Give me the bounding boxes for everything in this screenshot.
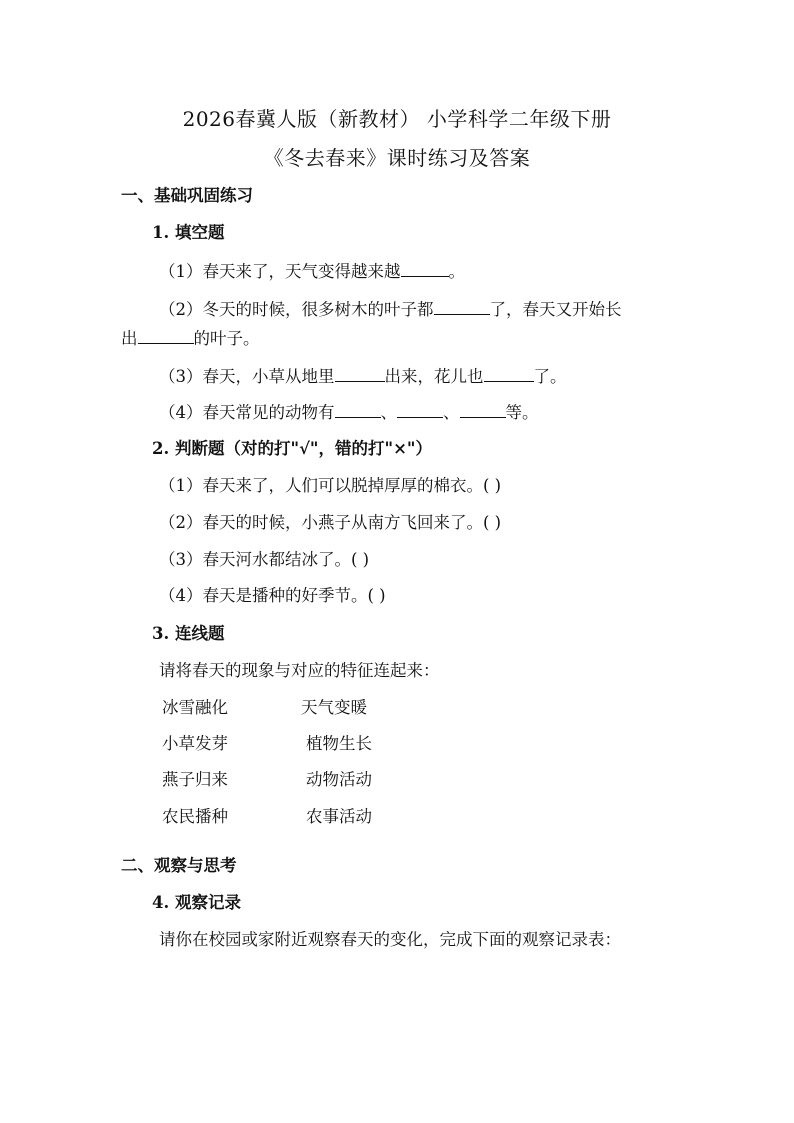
q1-item-3-text-a: （3）春天，小草从地里 xyxy=(159,367,335,386)
q1-item-3-text-c: 了。 xyxy=(533,367,567,386)
match-right-2[interactable]: 植物生长 xyxy=(306,734,372,753)
match-right-4[interactable]: 农事活动 xyxy=(306,807,372,826)
q1-item-2-text-b: 了，春天又开始长 xyxy=(489,300,622,319)
q2-heading: 2. 判断题（对的打"√"，错的打"×"） xyxy=(152,439,433,458)
q3-heading: 3. 连线题 xyxy=(152,624,225,643)
q1-item-4-text-b: 、 xyxy=(380,403,397,422)
doc-title-line2: 《冬去春来》课时练习及答案 xyxy=(263,146,531,170)
fill-blank[interactable] xyxy=(401,259,449,277)
fill-blank[interactable] xyxy=(460,400,506,418)
fill-blank[interactable] xyxy=(397,400,443,418)
q1-item-3 xyxy=(159,364,567,388)
section2-heading: 二、观察与思考 xyxy=(121,856,237,875)
q2-item-1: （1）春天来了，人们可以脱掉厚厚的棉衣。( ) xyxy=(159,476,502,495)
q4-instruction: 请你在校园或家附近观察春天的变化，完成下面的观察记录表： xyxy=(159,930,621,949)
fill-blank[interactable] xyxy=(484,364,534,382)
match-right-3[interactable]: 动物活动 xyxy=(306,770,372,789)
q1-item-2-cont xyxy=(121,326,260,350)
match-left-1[interactable]: 冰雪融化 xyxy=(162,698,228,717)
q1-item-4-text-c: 、 xyxy=(443,403,460,422)
q1-item-1 xyxy=(159,259,465,283)
q1-item-2c-text-b: 的叶子。 xyxy=(193,329,260,348)
q1-item-4-text-a: （4）春天常见的动物有 xyxy=(159,403,335,422)
q1-item-1-text-a: （1）春天来了，天气变得越来越 xyxy=(159,262,401,281)
match-left-3[interactable]: 燕子归来 xyxy=(162,770,228,789)
q2-item-3: （3）春天河水都结冰了。( ) xyxy=(159,550,370,569)
q1-item-3-text-b: 出来，花儿也 xyxy=(384,367,484,386)
match-left-2[interactable]: 小草发芽 xyxy=(162,734,228,753)
fill-blank[interactable] xyxy=(138,326,194,344)
q1-heading: 1. 填空题 xyxy=(152,223,225,242)
fill-blank[interactable] xyxy=(434,297,490,315)
q1-item-4-text-d: 等。 xyxy=(505,403,539,422)
q1-item-1-text-b: 。 xyxy=(448,262,465,281)
fill-blank[interactable] xyxy=(335,400,381,418)
q4-heading: 4. 观察记录 xyxy=(152,893,241,912)
q2-item-2: （2）春天的时候，小燕子从南方飞回来了。( ) xyxy=(159,513,502,532)
match-left-4[interactable]: 农民播种 xyxy=(162,807,228,826)
q1-item-2 xyxy=(159,297,622,321)
fill-blank[interactable] xyxy=(335,364,385,382)
doc-title-line1: 2026春冀人版（新教材） 小学科学二年级下册 xyxy=(182,107,612,131)
q1-item-2-text-a: （2）冬天的时候，很多树木的叶子都 xyxy=(159,300,434,319)
match-right-1[interactable]: 天气变暖 xyxy=(301,698,367,717)
q2-item-4: （4）春天是播种的好季节。( ) xyxy=(159,586,386,605)
q1-item-2c-text-a: 出 xyxy=(121,329,138,348)
q3-instruction: 请将春天的现象与对应的特征连起来： xyxy=(159,661,440,680)
q1-item-4 xyxy=(159,400,539,424)
section1-heading: 一、基础巩固练习 xyxy=(121,186,253,205)
